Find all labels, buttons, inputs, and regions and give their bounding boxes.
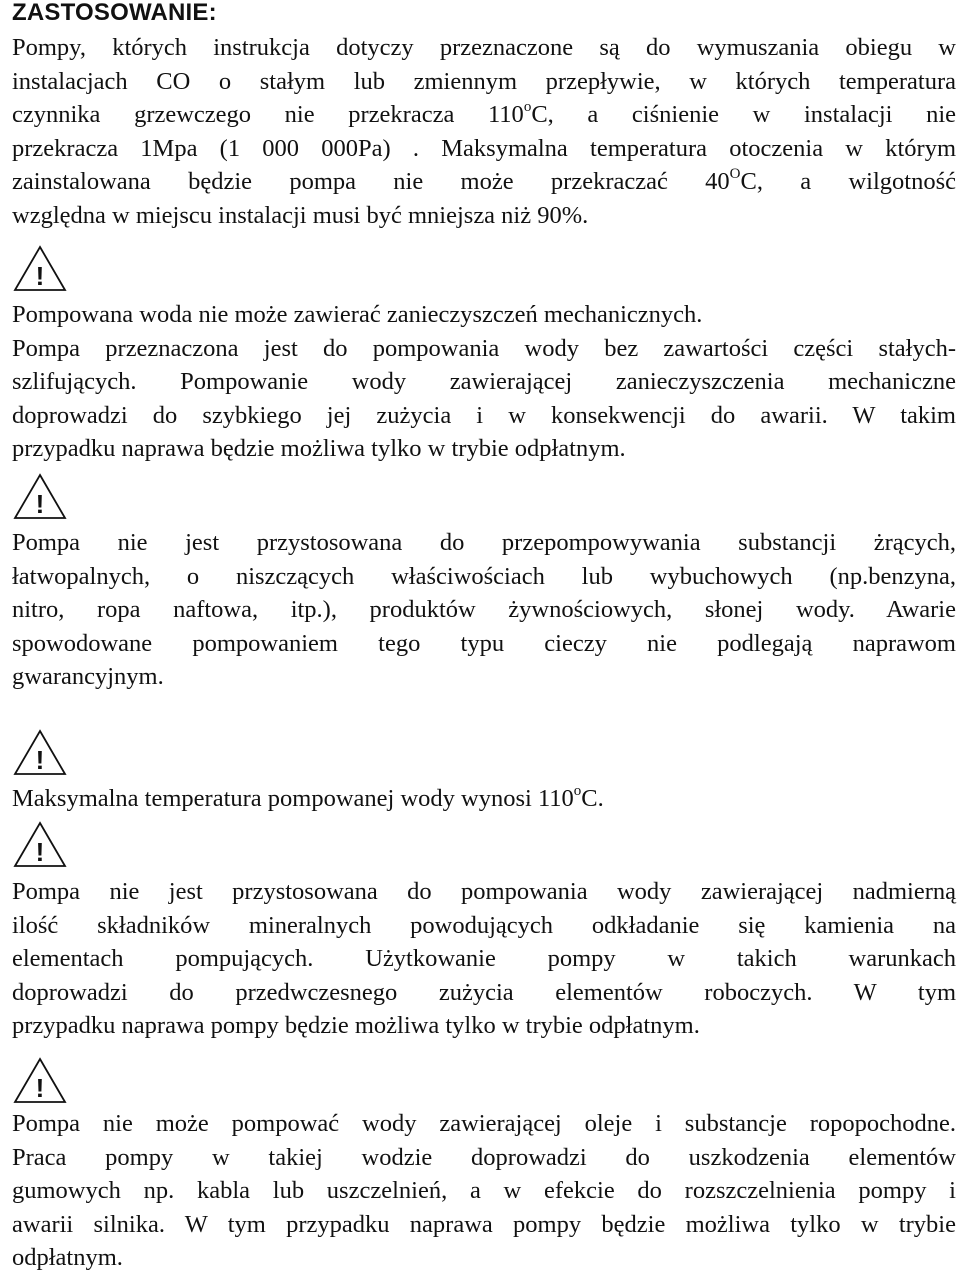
max-temp-tail: C. <box>581 785 604 812</box>
mechanical-line: Pompa przeznaczona jest do pompowania wody bez zawartości części stałych- <box>12 334 956 362</box>
mechanical-paragraph <box>12 298 956 466</box>
warning-icon <box>12 1056 68 1106</box>
mechanical-line: przypadku naprawa będzie możliwa tylko w trybie odpłatnym. <box>12 435 626 463</box>
minerals-line: Pompa nie jest przystosowana do pompowania wody zawierającej nadmierną <box>12 878 956 905</box>
mechanical-line: doprowadzi do szybkiego jej zużycia i w konsekwencji do awarii. W takim <box>12 401 956 429</box>
minerals-line: przypadku naprawa pompy będzie możliwa tylko w trybie odpłatnym. <box>12 1012 700 1040</box>
warning-icon <box>12 728 68 778</box>
warning-icon <box>12 244 68 294</box>
corrosive-line: gwarancyjnym. <box>12 663 164 691</box>
max-temp-line <box>12 782 956 816</box>
intro-line-tail: C, a ciśnienie w instalacji nie <box>531 101 956 129</box>
oils-paragraph <box>12 1107 956 1275</box>
intro-line: przekracza 1Mpa (1 000 000Pa) . Maksymalna temperatura otoczenia w którym <box>12 134 956 162</box>
warning-icon <box>12 820 68 870</box>
intro-line-temp <box>12 98 956 132</box>
intro-line-text: czynnika grzewczego nie przekracza 110 <box>12 101 524 129</box>
corrosive-paragraph <box>12 526 956 694</box>
warning-mark: ! <box>35 1073 45 1103</box>
corrosive-line: spowodowane pompowaniem tego typu cieczy nie podlegają naprawom <box>12 629 956 657</box>
max-temp-text: Maksymalna temperatura pompowanej wody wynosi 110 <box>12 785 574 812</box>
corrosive-line: łatwopalnych, o niszczących właściwościach lub wybuchowych (np.benzyna, <box>12 562 956 590</box>
minerals-line: elementach pompujących. Użytkowanie pompy w takich warunkach <box>12 945 956 973</box>
oils-line: awarii silnika. W tym przypadku naprawa pompy będzie możliwa tylko w trybie <box>12 1210 956 1238</box>
corrosive-line: Pompa nie jest przystosowana do przepompowywania substancji żrących, <box>12 529 956 556</box>
intro-line: instalacjach CO o stałym lub zmiennym przepływie, w których temperatura <box>12 67 956 95</box>
minerals-line: doprowadzi do przedwczesnego zużycia elementów roboczych. W tym <box>12 978 956 1006</box>
intro-line-tail: C, a wilgotność <box>740 168 956 196</box>
max-temp-paragraph <box>12 782 956 816</box>
warning-mark: ! <box>35 489 45 519</box>
degree-sup: o <box>573 782 582 799</box>
mechanical-line: szlifujących. Pompowanie wody zawierającej zanieczyszczenia mechaniczne <box>12 368 956 396</box>
intro-line: Pompy, których instrukcja dotyczy przeznaczone są do wymuszania obiegu w <box>12 34 956 61</box>
warning-mark: ! <box>35 261 45 291</box>
degree-sup: o <box>523 99 532 116</box>
oils-line: gumowych np. kabla lub uszczelnień, a w efekcie do rozszczelnienia pompy i <box>12 1177 956 1205</box>
oils-line: Praca pompy w takiej wodzie doprowadzi do uszkodzenia elementów <box>12 1143 956 1171</box>
oils-line: odpłatnym. <box>12 1244 123 1272</box>
warning-mark: ! <box>35 745 45 775</box>
corrosive-line: nitro, ropa naftowa, itp.), produktów żywnościowych, słonej wody. Awarie <box>12 596 956 624</box>
intro-line: względna w miejscu instalacji musi być mniejsza niż 90%. <box>12 201 589 229</box>
intro-line-ambient <box>12 165 956 199</box>
intro-line-text: zainstalowana będzie pompa nie może przekraczać 40 <box>12 168 730 196</box>
minerals-line: ilość składników mineralnych powodujących odkładanie się kamienia na <box>12 911 956 939</box>
oils-line: Pompa nie może pompować wody zawierającej oleje i substancje ropopochodne. <box>12 1110 956 1137</box>
warning-mark: ! <box>35 837 45 867</box>
degree-sup: O <box>729 166 741 183</box>
section-title: ZASTOSOWANIE: <box>12 0 217 26</box>
mechanical-line: Pompowana woda nie może zawierać zanieczyszczeń mechanicznych. <box>12 301 703 328</box>
minerals-paragraph <box>12 875 956 1043</box>
warning-icon <box>12 472 68 522</box>
intro-paragraph <box>12 31 956 233</box>
